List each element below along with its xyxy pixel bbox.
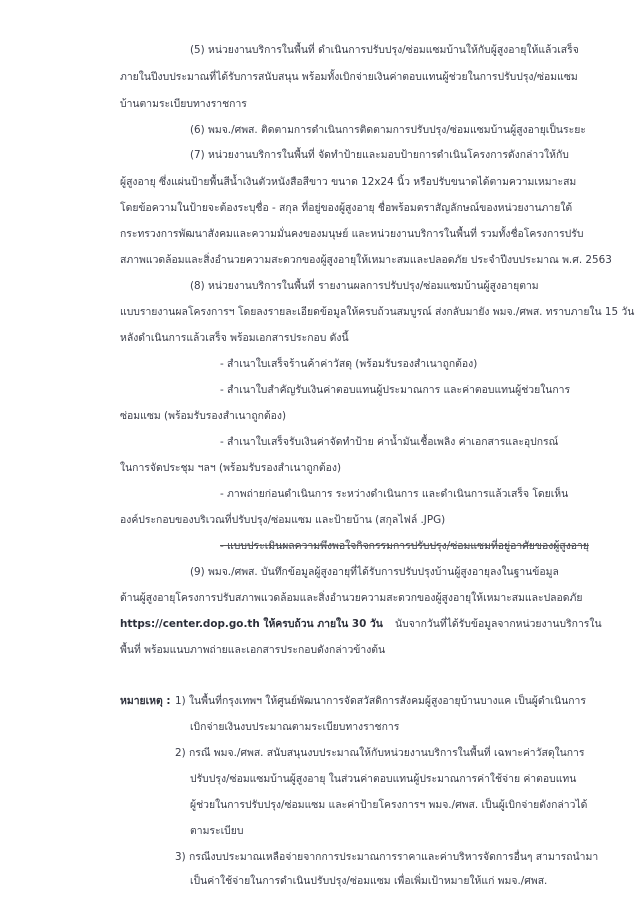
attachment-item-4-line-2: องค์ประกอบของบริเวณที่ปรับปรุง/ซ่อมแซม และป้ายบ้าน (สกุลไฟล์ .JPG): [120, 514, 446, 526]
paragraph-8-line-2: แบบรายงานผลโครงการฯ โดยลงรายละเอียดข้อมูลให้ครบถ้วนสมบูรณ์ ส่งกลับมายัง พมจ./ศพส. ทราบภายใน 15 วัน: [120, 306, 635, 318]
attachment-item-2-line-2: ซ่อมแซม (พร้อมรับรองสำเนาถูกต้อง): [120, 410, 287, 422]
attachment-item-4-line-1: - ภาพถ่ายก่อนดำเนินการ ระหว่างดำเนินการ และดำเนินการแล้วเสร็จ โดยเห็น: [220, 488, 569, 500]
paragraph-9-line-3-rest: นับจากวันที่ได้รับข้อมูลจากหน่วยงานบริการใน: [395, 618, 602, 630]
paragraph-8-line-1: (8) หน่วยงานบริการในพื้นที่ รายงานผลการปรับปรุง/ซ่อมแซมบ้านผู้สูงอายุตาม: [190, 280, 539, 292]
notes-label: หมายเหตุ :: [120, 695, 171, 707]
paragraph-8-line-3: หลังดำเนินการแล้วเสร็จ พร้อมเอกสารประกอบ ดังนี้: [120, 332, 349, 344]
note-1-line-1: 1) ในพื้นที่กรุงเทพฯ ให้ศูนย์พัฒนาการจัดสวัสดิการสังคมผู้สูงอายุบ้านบางแค เป็นผู้ดำเนินการ: [175, 695, 586, 707]
paragraph-5-line-3: บ้านตามระเบียบทางราชการ: [120, 98, 247, 110]
paragraph-9-line-1: (9) พมจ./ศพส. บันทึกข้อมูลผู้สูงอายุที่ได้รับการปรับปรุงบ้านผู้สูงอายุลงในฐานข้อมูล: [190, 566, 559, 578]
paragraph-9-line-3-bold: https://center.dop.go.th ให้ครบถ้วน ภายใน 30 วัน: [120, 618, 383, 630]
attachment-item-5: - แบบประเมินผลความพึงพอใจกิจกรรมการปรับปรุง/ซ่อมแซมที่อยู่อาศัยของผู้สูงอายุ: [220, 540, 589, 552]
note-1-line-2: เบิกจ่ายเงินงบประมาณตามระเบียบทางราชการ: [190, 721, 400, 733]
paragraph-9-line-2: ด้านผู้สูงอายุโครงการปรับสภาพแวดล้อมและสิ่งอำนวยความสะดวกของผู้สูงอายุให้เหมาะสมและปลอดภัย: [120, 592, 583, 604]
paragraph-7-line-5: สภาพแวดล้อมและสิ่งอำนวยความสะดวกของผู้สูงอายุให้เหมาะสมและปลอดภัย ประจำปีงบประมาณ พ.ศ. 2563: [120, 254, 612, 266]
paragraph-7-line-1: (7) หน่วยงานบริการในพื้นที่ จัดทำป้ายและมอบป้ายการดำเนินโครงการดังกล่าวให้กับ: [190, 149, 569, 161]
paragraph-6: (6) พมจ./ศพส. ติดตามการดำเนินการติดตามการปรับปรุง/ซ่อมแซมบ้านผู้สูงอายุเป็นระยะ: [190, 124, 586, 136]
note-2-line-3: ผู้ช่วยในการปรับปรุง/ซ่อมแซม และค่าป้ายโครงการฯ พมจ./ศพส. เป็นผู้เบิกจ่ายดังกล่าวได้: [190, 799, 588, 811]
note-3-line-1: 3) กรณีงบประมาณเหลือจ่ายจากการประมาณการราคาและค่าบริหารจัดการอื่นๆ สามารถนำมา: [175, 851, 599, 863]
attachment-item-1: - สำเนาใบเสร็จร้านค้าค่าวัสดุ (พร้อมรับรองสำเนาถูกต้อง): [220, 358, 478, 370]
note-2-line-1: 2) กรณี พมจ./ศพส. สนับสนุนงบประมาณให้กับหน่วยงานบริการในพื้นที่ เฉพาะค่าวัสดุในการ: [175, 747, 585, 759]
attachment-item-3-line-1: - สำเนาใบเสร็จรับเงินค่าจัดทำป้าย ค่าน้ำมันเชื้อเพลิง ค่าเอกสารและอุปกรณ์: [220, 436, 559, 448]
paragraph-9-line-4: พื้นที่ พร้อมแนบภาพถ่ายและเอกสารประกอบดังกล่าวข้างต้น: [120, 644, 386, 656]
paragraph-5-line-2: ภายในปีงบประมาณที่ได้รับการสนับสนุน พร้อมทั้งเบิกจ่ายเงินค่าตอบแทนผู้ช่วยในการปรับปรุง/ซ่อมแซม: [120, 71, 578, 83]
attachment-item-2-line-1: - สำเนาใบสำคัญรับเงินค่าตอบแทนผู้ประมาณการ และค่าตอบแทนผู้ช่วยในการ: [220, 384, 571, 396]
note-2-line-4: ตามระเบียบ: [190, 825, 244, 837]
paragraph-7-line-4: กระทรวงการพัฒนาสังคมและความมั่นคงของมนุษย์ และหน่วยงานบริการในพื้นที่ รวมทั้งชื่อโครงการปรับ: [120, 228, 584, 240]
paragraph-7-line-2: ผู้สูงอายุ ซึ่งแผ่นป้ายพื้นสีน้ำเงินตัวหนังสือสีขาว ขนาด 12x24 นิ้ว หรือปรับขนาดได้ตามความเหมาะสม: [120, 176, 577, 188]
paragraph-5-line-1: (5) หน่วยงานบริการในพื้นที่ ดำเนินการปรับปรุง/ซ่อมแซมบ้านให้กับผู้สูงอายุให้แล้วเสร็จ: [190, 44, 579, 56]
paragraph-7-line-3: โดยข้อความในป้ายจะต้องระบุชื่อ - สกุล ที่อยู่ของผู้สูงอายุ ชื่อพร้อมตราสัญลักษณ์ของหน่วยงานภายใต้: [120, 202, 573, 214]
note-2-line-2: ปรับปรุง/ซ่อมแซมบ้านผู้สูงอายุ ในส่วนค่าตอบแทนผู้ประมาณการค่าใช้จ่าย ค่าตอบแทน: [190, 773, 577, 785]
attachment-item-3-line-2: ในการจัดประชุม ฯลฯ (พร้อมรับรองสำเนาถูกต้อง): [120, 462, 342, 474]
note-3-line-2: เป็นค่าใช้จ่ายในการดำเนินปรับปรุง/ซ่อมแซม เพื่อเพิ่มเป้าหมายให้แก่ พมจ./ศพส.: [190, 875, 548, 887]
